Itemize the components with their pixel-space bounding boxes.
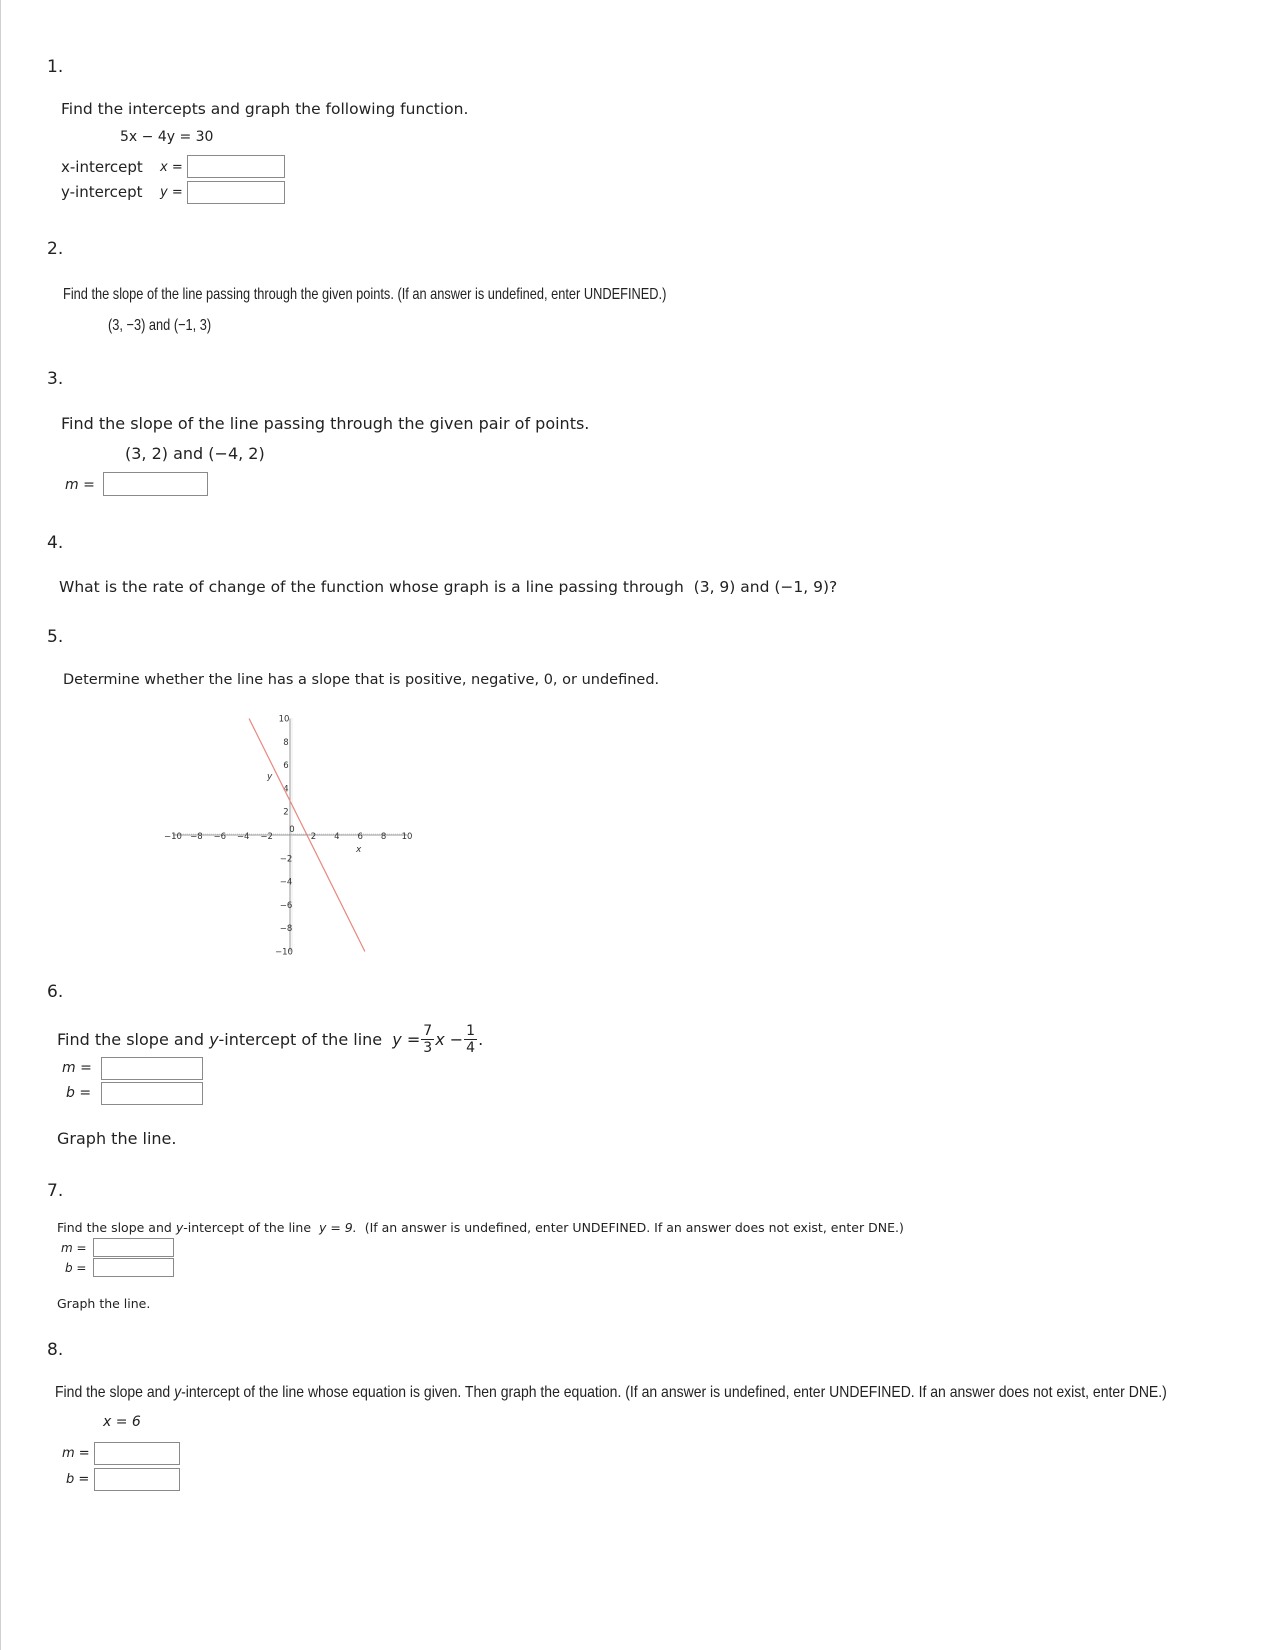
question-7-b-label: b =: [65, 1261, 87, 1275]
fraction-1-denominator: 3: [423, 1040, 433, 1056]
question-6-number: 6.: [47, 982, 64, 1002]
x-intercept-label: x-intercept: [61, 158, 143, 176]
question-4-points: (3, 9) and (−1, 9)?: [693, 578, 838, 596]
question-1-prompt: Find the intercepts and graph the following function.: [61, 100, 469, 118]
question-8-prompt-end: -intercept of the line whose equation is given. Then graph the equation. (If an answer is undefined, enter UNDEFINED. If an answer does not exist, enter DNE.): [181, 1384, 1167, 1401]
question-6-eq-lhs: y =: [392, 1030, 421, 1049]
chart-axes: [173, 719, 407, 952]
x-tick-label: −6: [213, 832, 227, 842]
x-axis-label: x: [356, 845, 362, 855]
x-equals-label: x =: [160, 160, 183, 175]
y-axis-label: y: [267, 772, 273, 782]
x-tick-label: −4: [236, 832, 250, 842]
question-8-intercept-input[interactable]: [94, 1468, 180, 1491]
question-7-intercept-input[interactable]: [93, 1258, 174, 1277]
question-7-prompt-end: -intercept of the line: [183, 1220, 312, 1235]
y-tick-label: 4: [283, 784, 289, 795]
question-3-slope-input[interactable]: [103, 472, 208, 496]
x-tick-label: 0: [289, 825, 295, 835]
question-2-prompt: Find the slope of the line passing through the given points. (If an answer is undefined, enter UNDEFINED.): [63, 286, 667, 303]
y-tick-label: −2: [279, 854, 293, 865]
question-6-eq-x: x: [435, 1030, 445, 1049]
question-7-slope-input[interactable]: [93, 1238, 174, 1257]
question-7-m-label: m =: [61, 1241, 87, 1255]
y-tick-label: −6: [279, 900, 293, 911]
question-6-graph-prompt: Graph the line.: [57, 1129, 177, 1148]
question-8-slope-input[interactable]: [94, 1442, 180, 1465]
y-intercept-label: y-intercept: [61, 183, 143, 201]
y-tick-label: 2: [283, 807, 289, 818]
question-6-eq-period: .: [478, 1030, 484, 1049]
x-tick-label: −2: [260, 832, 273, 842]
x-tick-label: 8: [380, 832, 387, 842]
x-tick-label: 6: [357, 832, 363, 842]
fraction-one-quarter: [464, 1024, 477, 1055]
question-7-number: 7.: [47, 1181, 64, 1201]
question-3-prompt: Find the slope of the line passing through the given pair of points.: [61, 414, 590, 433]
m-equals-label: m =: [65, 477, 95, 493]
fraction-2-numerator: 1: [466, 1023, 476, 1039]
question-8-equation: x = 6: [103, 1414, 141, 1430]
question-4-prompt-text: What is the rate of change of the function whose graph is a line passing through: [59, 578, 684, 596]
page-edge: [0, 0, 1, 1650]
x-tick-label: 10: [401, 832, 413, 842]
question-5-prompt: Determine whether the line has a slope that is positive, negative, 0, or undefined.: [63, 672, 660, 688]
question-5-number: 5.: [47, 627, 64, 647]
y-tick-label: −4: [279, 877, 293, 888]
fraction-seven-thirds: [421, 1024, 434, 1055]
question-8-prompt: [55, 1384, 1167, 1402]
question-2-number: 2.: [47, 239, 64, 259]
question-6-prompt-y: y: [209, 1030, 219, 1049]
question-7-prompt: [57, 1220, 904, 1235]
question-4-prompt: [59, 578, 837, 596]
x-tick-label: −8: [190, 832, 203, 842]
question-8-prompt-y: y: [174, 1384, 182, 1401]
question-6-prompt-start: Find the slope and: [57, 1030, 204, 1049]
fraction-1-numerator: 7: [423, 1023, 433, 1039]
question-1-equation: 5x − 4y = 30: [120, 129, 214, 145]
question-7-prompt-start: Find the slope and: [57, 1220, 172, 1235]
x-tick-label: 2: [310, 832, 317, 842]
question-3-points: (3, 2) and (−4, 2): [125, 444, 265, 463]
x-tick-label: −10: [164, 832, 182, 842]
question-8-prompt-start: Find the slope and: [55, 1384, 171, 1401]
question-8-b-label: b =: [66, 1472, 90, 1487]
x-intercept-input[interactable]: [187, 155, 285, 178]
y-intercept-input[interactable]: [187, 181, 285, 204]
question-8-m-label: m =: [62, 1446, 90, 1461]
y-tick-label: −10: [275, 947, 293, 958]
question-6-slope-input[interactable]: [101, 1057, 203, 1080]
question-6-m-label: m =: [62, 1060, 92, 1076]
y-tick-label: 6: [283, 761, 289, 772]
question-5-graph: [160, 700, 440, 960]
question-1-number: 1.: [47, 57, 64, 77]
question-7-equation: y = 9.: [318, 1220, 357, 1235]
question-6-b-label: b =: [66, 1085, 92, 1101]
question-4-number: 4.: [47, 533, 64, 553]
y-tick-label: 10: [278, 714, 290, 725]
fraction-2-denominator: 4: [466, 1040, 476, 1056]
y-tick-label: 8: [283, 737, 289, 748]
question-2-points: (3, −3) and (−1, 3): [108, 317, 212, 334]
y-tick-label: −8: [279, 924, 293, 935]
question-7-note: (If an answer is undefined, enter UNDEFINED. If an answer does not exist, enter DNE.): [364, 1220, 904, 1235]
question-6-eq-minus: −: [449, 1030, 464, 1049]
x-tick-label: 4: [334, 832, 340, 842]
question-3-number: 3.: [47, 369, 64, 389]
question-6-prompt: [57, 1024, 483, 1055]
y-equals-label: y =: [160, 185, 183, 200]
question-7-prompt-y: y: [175, 1220, 184, 1235]
question-8-number: 8.: [47, 1340, 64, 1360]
question-6-prompt-end: -intercept of the line: [218, 1030, 383, 1049]
question-7-graph-prompt: Graph the line.: [57, 1296, 151, 1311]
question-6-intercept-input[interactable]: [101, 1082, 203, 1105]
chart-tick-labels: [164, 715, 412, 958]
